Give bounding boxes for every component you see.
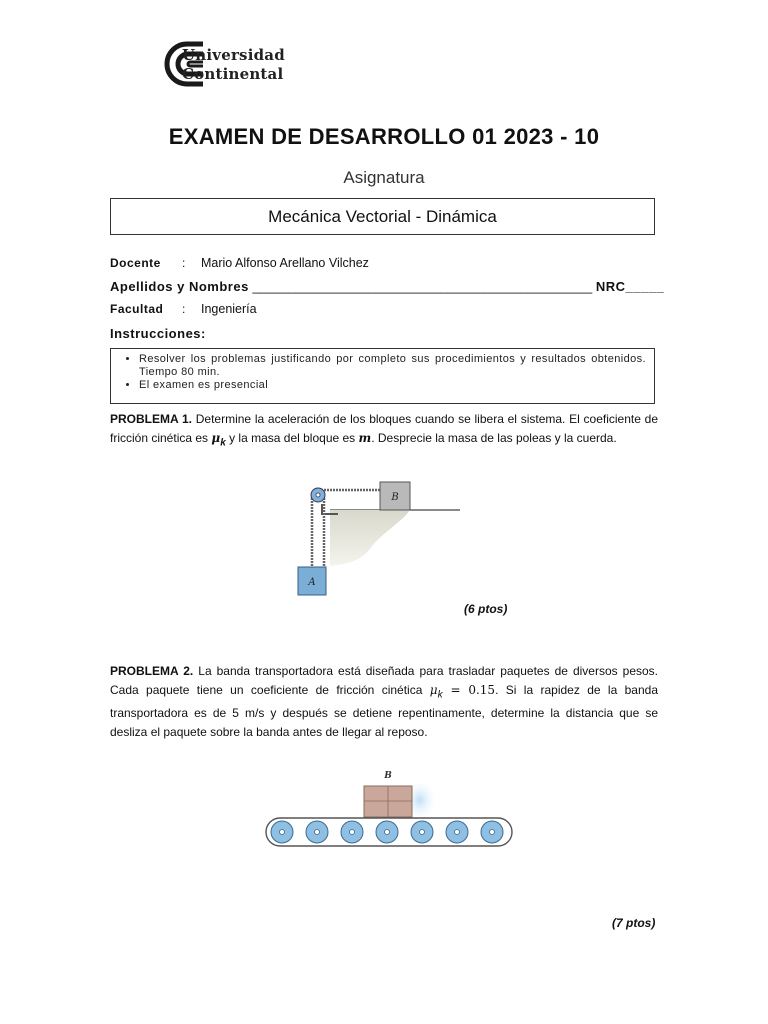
teacher-separator: : (182, 256, 186, 270)
instruction-item: • Resolver los problemas justificando por completo sus procedimientos y resultados obtenidos. Tiempo 80 min. (139, 353, 646, 379)
nrc-label: NRC_____ (595, 279, 665, 294)
names-blank[interactable]: _______________________________________________ (252, 279, 593, 294)
teacher-row (110, 256, 161, 270)
package-label: B (384, 771, 392, 781)
exam-title: EXAMEN DE DESARROLLO 01 2023 - 10 (168, 124, 600, 149)
block-b-label: B (391, 492, 399, 503)
problem-1-label: PROBLEMA 1. (110, 412, 192, 426)
problem-1-statement-a: Determine la aceleración de los bloques cuando se libera el sistema. El coeficiente de fricción cinética es (110, 412, 658, 445)
subject-name: Mecánica Vectorial - Dinámica (268, 206, 497, 226)
logo-line-2: Continental (182, 65, 284, 83)
mu-value: = 0.15 (442, 683, 496, 697)
instructions-label: Instrucciones: (110, 326, 206, 341)
roller-axle (315, 830, 320, 835)
instructions-list (119, 353, 646, 392)
teacher-label: Docente (110, 256, 161, 270)
faculty-separator: : (182, 302, 186, 316)
instructions-box (110, 348, 655, 404)
conveyor-diagram (262, 766, 518, 852)
faculty-row (110, 302, 163, 316)
problem-2-statement-a: La banda transportadora está diseñada para trasladar paquetes de diversos pesos. Cada paquete tiene un coeficiente de fricción cinética (110, 664, 658, 697)
roller-group (271, 821, 503, 843)
roller-axle (280, 830, 285, 835)
problem-1-statement-b: y la masa del bloque es (229, 431, 356, 445)
logo-line-1: Universidad (182, 46, 285, 64)
problem-2-text (110, 662, 658, 742)
ground-fill (330, 510, 410, 566)
faculty-value: Ingeniería (201, 302, 257, 316)
mass-symbol: m (358, 431, 372, 445)
roller-axle (455, 830, 460, 835)
faculty-label: Facultad (110, 302, 164, 316)
motion-glow (412, 784, 438, 816)
problem-1-points: (6 ptos) (464, 602, 508, 616)
instruction-item: • El examen es presencial (139, 379, 646, 392)
mu-symbol: μ (429, 683, 438, 697)
block-a-label: A (308, 577, 316, 588)
roller-axle (350, 830, 355, 835)
pulley-axle (316, 493, 320, 497)
names-row (110, 279, 664, 294)
roller-axle (420, 830, 425, 835)
roller-axle (490, 830, 495, 835)
teacher-value: Mario Alfonso Arellano Vilchez (201, 256, 369, 270)
roller-axle (385, 830, 390, 835)
pulley-diagram (290, 474, 470, 600)
subject-label: Asignatura (343, 168, 425, 187)
mu-symbol: μ (211, 431, 221, 445)
mu-subscript: k (220, 437, 226, 449)
mu-subscript: k (437, 689, 443, 701)
problem-2-statement-b: . Si la rapidez de la banda transportadora es de 5 m/s y después se detiene repentinamente, determine la distancia que se desliza el paquete sobre la banda antes de llegar al reposo. (110, 683, 659, 740)
problem-2-label: PROBLEMA 2. (110, 664, 194, 678)
names-label: Apellidos y Nombres (110, 279, 249, 294)
subject-box (110, 198, 655, 235)
problem-1-text (110, 410, 658, 452)
problem-1-statement-c: . Desprecie la masa de las poleas y la cuerda. (371, 431, 617, 445)
problem-2-points: (7 ptos) (612, 916, 656, 930)
